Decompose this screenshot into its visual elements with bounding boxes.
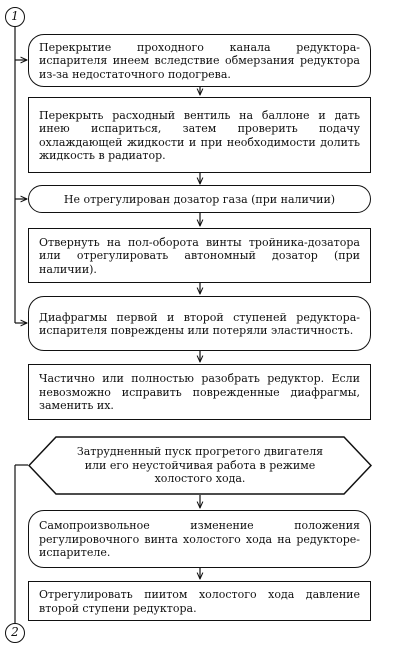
remedy-box-3-text: Частично или полностью разобрать редуктор. Если невозможно исправить поврежденные диафрагмы, заменить их. — [39, 372, 360, 413]
cause-box-2-text: Не отрегулирован дозатор газа (при наличии) — [63, 192, 336, 206]
symptom-hexagon-text: Затрудненный пуск прогретого двигателя или его неустойчивая работа в режиме холостого хода. — [76, 445, 324, 486]
cause-box-2 — [28, 185, 371, 213]
remedy-box-2-text: Отвернуть на пол-оборота винты тройника-дозатора или отрегулировать автономный дозатор (при наличии). — [39, 235, 360, 276]
remedy-box-4 — [28, 581, 371, 621]
start-marker-label: 1 — [11, 9, 19, 23]
start-marker — [5, 7, 25, 27]
cause-box-1 — [28, 34, 371, 87]
end-marker — [5, 623, 25, 643]
end-marker-label: 2 — [11, 625, 19, 639]
cause-box-1-text: Перекрытие проходного канала редуктора-испарителя инеем вследствие обмерзания редуктора из-за недостаточного подогрева. — [39, 40, 360, 81]
symptom-hexagon — [28, 436, 372, 495]
remedy-box-1-text: Перекрыть расходный вентиль на баллоне и дать инею испариться, затем проверить подачу охлаждающей жидкости и при необходимости долить жидкость в радиатор. — [39, 108, 360, 162]
cause-box-4 — [28, 510, 371, 568]
cause-box-4-text: Самопроизвольное изменение положения регулировочного винта холостого хода на редукторе-испарителе. — [39, 519, 360, 560]
remedy-box-3 — [28, 364, 371, 420]
cause-box-3-text: Диафрагмы первой и второй ступеней редуктора-испарителя повреждены или потеряли эластичность. — [39, 310, 360, 337]
cause-box-3 — [28, 296, 371, 351]
remedy-box-2 — [28, 228, 371, 283]
remedy-box-4-text: Отрегулировать пиитом холостого хода давление второй ступени редуктора. — [39, 588, 360, 615]
remedy-box-1 — [28, 97, 371, 173]
